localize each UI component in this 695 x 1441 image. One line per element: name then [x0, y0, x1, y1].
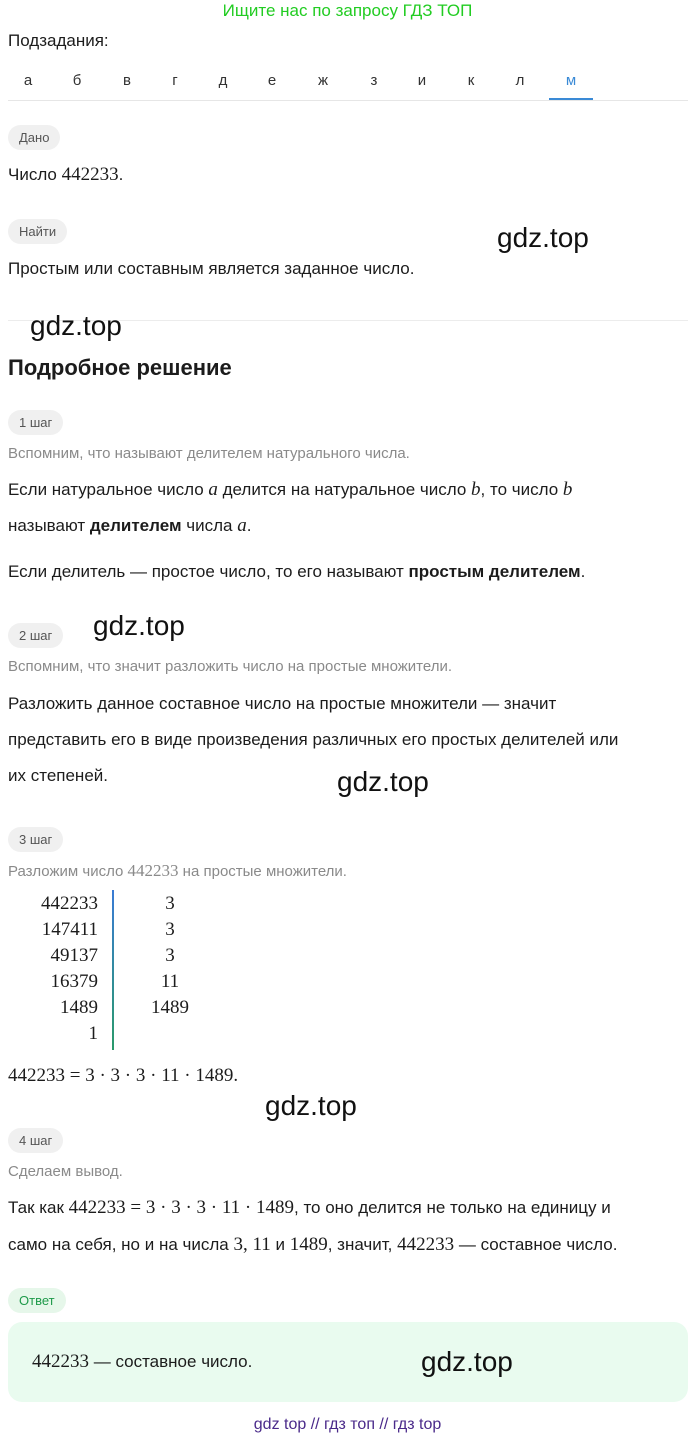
- tab-a[interactable]: а: [23, 72, 33, 89]
- answer-text: [32, 1344, 252, 1380]
- step4-tag-wrap: [8, 1128, 63, 1153]
- divisor: 3: [165, 945, 175, 966]
- subtask-tabs: [8, 64, 688, 101]
- given-suffix: .: [118, 165, 124, 184]
- answer-tag: Ответ: [8, 1288, 66, 1313]
- find-tag-wrap: [8, 219, 67, 244]
- step1-hint: Вспомним, что называют делителем натурального числа.: [8, 445, 410, 462]
- tab-l[interactable]: л: [515, 72, 525, 89]
- step2-tag: 2 шаг: [8, 623, 63, 648]
- step3-hint-num: 442233: [127, 861, 179, 880]
- step4-l2b: , значит,: [327, 1235, 398, 1254]
- step4-n4: 442233: [397, 1234, 455, 1255]
- factorization-result: 442233 = 3 · 3 · 3 · 11 · 1489.: [8, 1065, 239, 1086]
- divisor: 3: [165, 893, 175, 914]
- divisor: 1489: [151, 997, 189, 1018]
- solution-title: Подробное решение: [8, 355, 232, 380]
- tab-e[interactable]: е: [267, 72, 277, 89]
- tab-z[interactable]: з: [370, 72, 378, 89]
- subtasks-label: Подзадания:: [8, 31, 109, 50]
- step4-n2: 11: [252, 1234, 271, 1255]
- watermark: gdz.top: [497, 222, 589, 253]
- step2-line2: представить его в виде произведения различных его простых делителей или: [8, 730, 619, 749]
- step2-hint: Вспомним, что значит разложить число на простые множители.: [8, 658, 453, 675]
- step1-tag: 1 шаг: [8, 410, 63, 435]
- step3-tag: 3 шаг: [8, 827, 63, 852]
- tab-m[interactable]: м: [565, 72, 577, 89]
- step4-and: и: [270, 1235, 290, 1254]
- step4-l1-math: 442233 = 3 · 3 · 3 · 11 · 1489: [68, 1197, 294, 1218]
- given-tag-wrap: [8, 125, 60, 150]
- step4-tag: 4 шаг: [8, 1128, 63, 1153]
- step4-n3: 1489: [289, 1234, 328, 1255]
- dividend: 16379: [50, 971, 98, 992]
- step3-hint: [8, 861, 347, 881]
- var-a-2: a: [237, 515, 247, 536]
- step2-tag-wrap: [8, 623, 63, 648]
- step4-line2: [8, 1227, 617, 1263]
- step1-tag-wrap: [8, 410, 63, 435]
- active-tab-indicator: [549, 98, 593, 100]
- search-banner: Ищите нас по запросу ГДЗ ТОП: [222, 1, 473, 20]
- step4-line1: [8, 1190, 611, 1226]
- step1-l2-bold: делителем: [89, 516, 182, 535]
- step1-l2b: числа: [181, 516, 238, 535]
- var-b-2: b: [562, 479, 573, 500]
- step4-l2c: — составное число.: [454, 1235, 618, 1254]
- factor-divider-line: [112, 890, 114, 1050]
- step2-line3: их степеней.: [8, 766, 108, 785]
- watermark: gdz.top: [30, 310, 122, 341]
- tab-b[interactable]: б: [72, 72, 82, 89]
- watermark: gdz.top: [93, 610, 185, 641]
- tab-i[interactable]: и: [417, 72, 427, 89]
- divisor: 3: [165, 919, 175, 940]
- step1-line1: [8, 472, 572, 508]
- step4-hint: Сделаем вывод.: [8, 1163, 123, 1180]
- find-tag: Найти: [8, 219, 67, 244]
- divisor: 11: [160, 971, 180, 992]
- step1-l2-end: .: [246, 516, 252, 535]
- dividend: 1489: [60, 997, 98, 1018]
- step3-hint-b: на простые множители.: [178, 863, 347, 880]
- answer-tag-wrap: [8, 1288, 66, 1313]
- tab-d[interactable]: д: [218, 72, 228, 89]
- step4-l1a: Так как: [8, 1198, 69, 1217]
- step1-line2: [8, 508, 251, 544]
- dividend: 49137: [50, 945, 98, 966]
- var-a: a: [208, 479, 218, 500]
- step3-tag-wrap: [8, 827, 63, 852]
- watermark: gdz.top: [421, 1346, 513, 1377]
- watermark: gdz.top: [337, 766, 429, 797]
- answer-number: 442233: [32, 1351, 89, 1372]
- given-number: 442233: [61, 164, 119, 185]
- dividend: 1: [88, 1023, 98, 1044]
- step1-l1b: делится на натуральное число: [217, 480, 472, 499]
- dividend: 147411: [41, 919, 98, 940]
- step1-line3: [8, 554, 585, 590]
- tab-v[interactable]: в: [123, 72, 131, 89]
- step1-l1a: Если натуральное число: [8, 480, 209, 499]
- dividend: 442233: [41, 893, 98, 914]
- step4-l1b: , то оно делится не только на единицу и: [294, 1198, 611, 1217]
- step1-l3a: Если делитель — простое число, то его называют: [8, 562, 409, 581]
- watermark: gdz.top: [265, 1090, 357, 1121]
- step4-sep1: ,: [242, 1234, 253, 1255]
- find-text: Простым или составным является заданное число.: [8, 259, 415, 278]
- step1-l2a: называют: [8, 516, 90, 535]
- step1-l3-end: .: [580, 562, 586, 581]
- given-text: [8, 157, 123, 193]
- step1-l3-bold: простым делителем: [408, 562, 581, 581]
- given-prefix: Число: [8, 165, 62, 184]
- answer-rest: — составное число.: [89, 1352, 253, 1371]
- factor-divisors: [130, 891, 210, 1021]
- step1-l1c: , то число: [480, 480, 563, 499]
- footer-links[interactable]: gdz top // гдз топ // гдз top: [253, 1416, 442, 1433]
- step3-hint-a: Разложим число: [8, 863, 128, 880]
- step4-l2a: само на себя, но и на числа: [8, 1235, 234, 1254]
- tab-k[interactable]: к: [467, 72, 475, 89]
- tab-g[interactable]: г: [172, 72, 178, 89]
- step4-n1: 3: [233, 1234, 243, 1255]
- factor-dividends: [8, 891, 98, 1047]
- step2-line1: Разложить данное составное число на простые множители — значит: [8, 694, 557, 713]
- tab-zh[interactable]: ж: [317, 72, 329, 89]
- given-tag: Дано: [8, 125, 60, 150]
- var-b: b: [471, 479, 481, 500]
